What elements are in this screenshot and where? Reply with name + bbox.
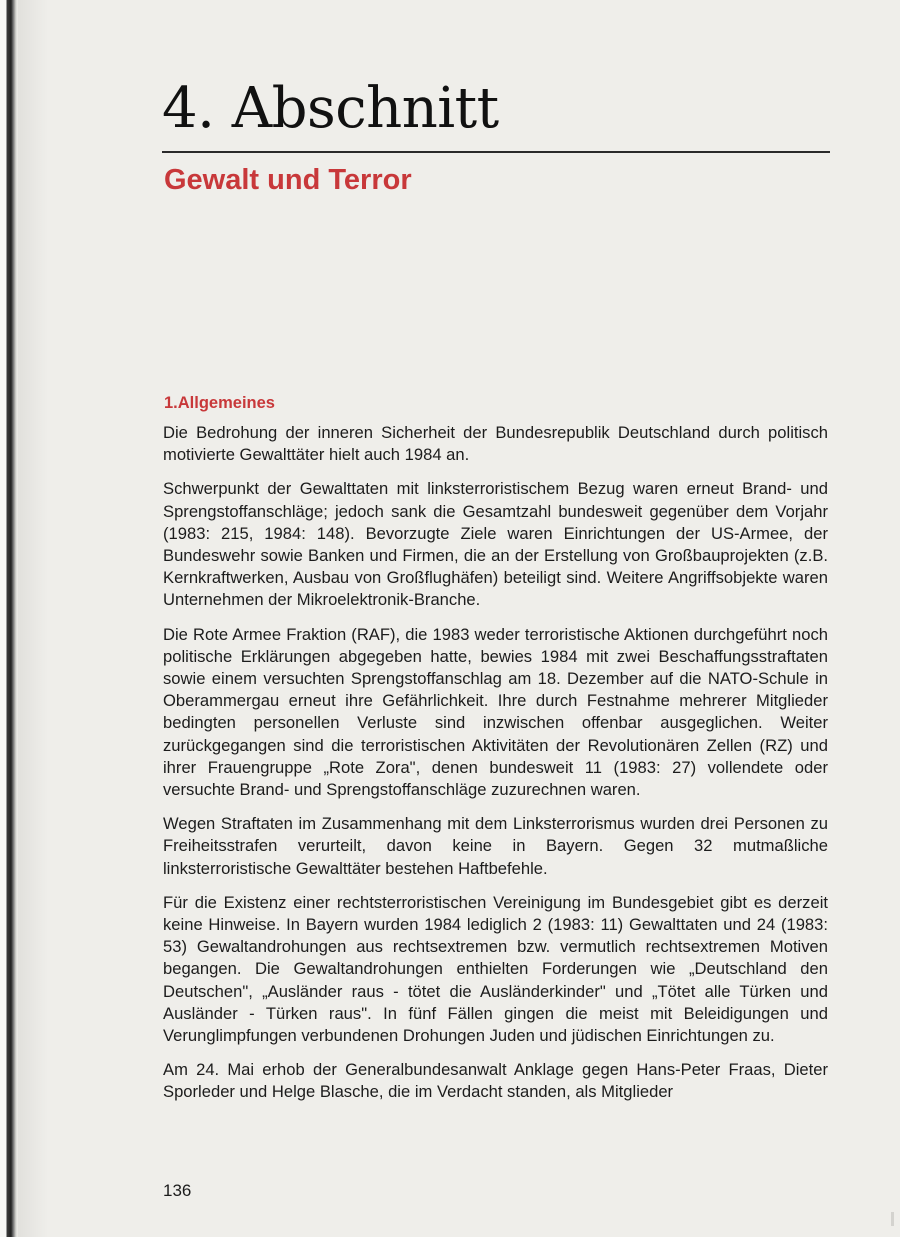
scan-artifact [891, 1212, 894, 1226]
paragraph: Schwerpunkt der Gewalttaten mit linksterroristischem Bezug waren erneut Brand- und Sprengstoffanschläge; jedoch sank die Gesamtzahl bundesweit gegenüber dem Vorjahr (1983: 215, 1984: 148). Bevorzugte Ziele waren Einrichtungen der US-Armee, der Bundeswehr sowie Banken und Firmen, die an der Erstellung von Großbauprojekten (z.B. Kernkraftwerken, Ausbau von Großflughäfen) beteiligt sind. Weitere Angriffsobjekte waren Unternehmen der Mikroelektronik-Branche. [163, 479, 828, 610]
chapter-heading: 4. Abschnitt [162, 76, 499, 141]
page-number: 136 [163, 1181, 192, 1200]
binding-shadow [18, 0, 48, 1237]
page-binding-edge [0, 0, 18, 1237]
body-text [163, 422, 828, 1116]
paragraph: Die Bedrohung der inneren Sicherheit der Bundesrepublik Deutschland durch politisch motivierte Gewalttäter hielt auch 1984 an. [163, 423, 828, 465]
paragraph: Die Rote Armee Fraktion (RAF), die 1983 weder terroristische Aktionen durchgeführt noch politische Erklärungen abgegeben hatte, bewies 1984 mit zwei Beschaffungsstraftaten sowie einem versuchten Sprengstoffanschlag am 18. Dezember auf die NATO-Schule in Oberammergau erneut ihre Gefährlichkeit. Ihre durch Festnahme mehrerer Mitglieder bedingten personellen Verluste sind inzwischen offenbar ausgeglichen. Weiter zurückgegangen sind die terroristischen Aktivitäten der Revolutionären Zellen (RZ) und ihrer Frauengruppe „Rote Zora", denen bundesweit 11 (1983: 27) vollendete oder versuchte Brand- und Sprengstoffanschläge zuzurechnen waren. [163, 624, 828, 800]
chapter-subtitle: Gewalt und Terror [164, 164, 412, 196]
paragraph: Für die Existenz einer rechtsterroristischen Vereinigung im Bundesgebiet gibt es derzeit keine Hinweise. In Bayern wurden 1984 lediglich 2 (1983: 11) Gewalttaten und 24 (1983: 53) Gewaltandrohungen aus rechtsextremen bzw. vermutlich rechtsextremen Motiven begangen. Die Gewaltandrohungen enthielten Forderungen wie „Deutschland den Deutschen", „Ausländer raus - tötet die Ausländerkinder" und „Tötet alle Türken und Ausländer - Türken raus". In fünf Fällen gingen die meist mit Beleidigungen und Verunglimpfungen verbundenen Drohungen Juden und jüdischen Einrichtungen zu. [163, 892, 828, 1046]
heading-rule [162, 151, 830, 153]
paragraph: Wegen Straftaten im Zusammenhang mit dem Linksterrorismus wurden drei Personen zu Freiheitsstrafen verurteilt, davon keine in Bayern. Gegen 32 mutmaßliche linksterroristische Gewalttäter bestehen Haftbefehle. [163, 814, 828, 878]
section-heading: 1.Allgemeines [164, 394, 275, 412]
paragraph: Am 24. Mai erhob der Generalbundesanwalt Anklage gegen Hans-Peter Fraas, Dieter Sporleder und Helge Blasche, die im Verdacht standen, als Mitglieder [163, 1060, 828, 1102]
